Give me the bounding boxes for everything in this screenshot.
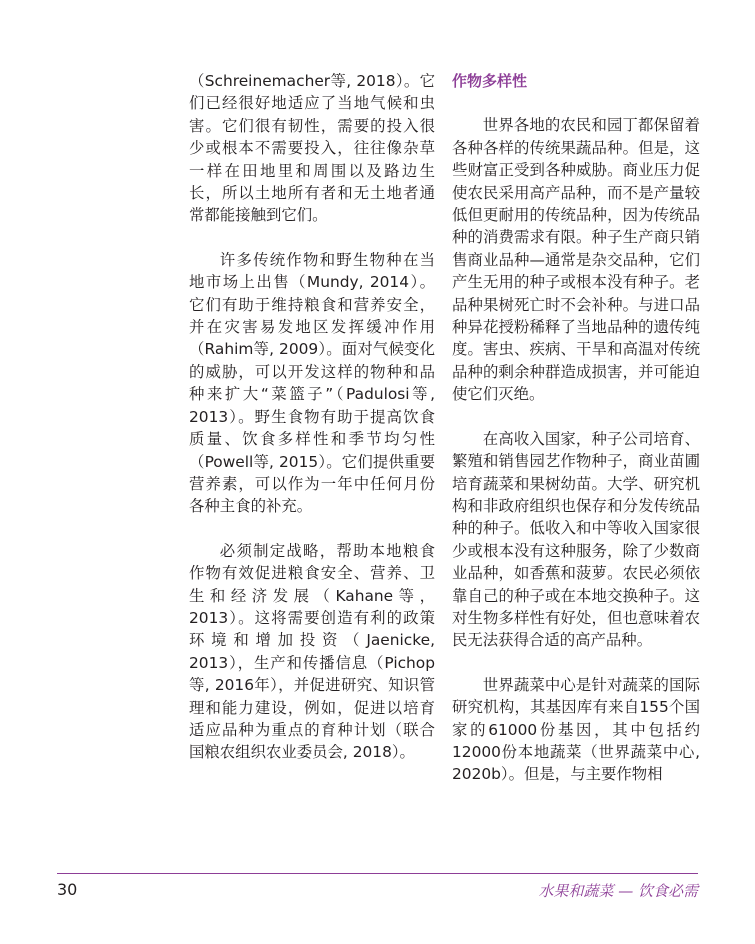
left-paragraph-1: （Schreinemacher等, 2018）。它们已经很好地适应了当地气候和虫害。它们很有韧性，需要的投入很少或根本不需要投入，往往像杂草一样在田地里和周围以及路边生长，所以土地所有者和无土地者通常都能接触到它们。: [189, 72, 435, 225]
left-column: [189, 70, 435, 786]
left-paragraph-2: 许多传统作物和野生物种在当地市场上出售（Mundy, 2014）。它们有助于维持粮食和营养安全，并在灾害易发地区发挥缓冲作用（Rahim等, 2009）。面对气候变化的威胁，可以开发这样的物种和品种来扩大“菜篮子”（Padulosi等, 2013）。野生食物有助于提高饮食质量、饮食多样性和季节均匀性（Powell等, 2015）。它们提供重要营养素，可以作为一年中任何月份各种主食的补充。: [189, 250, 435, 516]
footer-divider: [57, 873, 698, 874]
right-paragraph-3: 世界蔬菜中心是针对蔬菜的国际研究机构，其基因库有来自155个国家的61000份基因，其中包括约12000份本地蔬菜（世界蔬菜中心, 2020b）。但是，与主要作物相: [452, 675, 700, 784]
left-paragraph-3: 必须制定战略，帮助本地粮食作物有效促进粮食安全、营养、卫生和经济发展（Kahane等，2013）。这将需要创造有利的政策环境和增加投资（Jaenicke, 2013），生产和传播信息（Pichop等, 2016年），并促进研究、知识管理和能力建设，例如，促进以培育适应品种为重点的育种计划（联合国粮农组织农业委员会, 2018）。: [189, 541, 435, 762]
right-column: [452, 70, 700, 808]
right-paragraph-2: 在高收入国家，种子公司培育、繁殖和销售园艺作物种子，商业苗圃培育蔬菜和果树幼苗。大学、研究机构和非政府组织也保存和分发传统品种的种子。低收入和中等收入国家很少或根本没有这种服务，除了少数商业品种，如香蕉和菠萝。农民必须依靠自己的种子或在本地交换种子。这对生物多样性有好处，但也意味着农民无法获得合适的高产品种。: [452, 429, 700, 650]
right-paragraph-1: 世界各地的农民和园丁都保留着各种各样的传统果蔬品种。但是，这些财富正受到各种威胁。商业压力促使农民采用高产品种，而不是产量较低但更耐用的传统品种，因为传统品种的消费需求有限。种子生产商只销售商业品种—通常是杂交品种，它们产生无用的种子或根本没有种子。老品种果树死亡时不会补种。与进口品种异花授粉稀释了当地品种的遗传纯度。害虫、疾病、干旱和高温对传统品种的剩余种群造成损害，并可能迫使它们灭绝。: [452, 116, 700, 404]
section-heading: 作物多样性: [452, 72, 528, 90]
page-number: 30: [57, 880, 78, 899]
running-title: 水果和蔬菜 — 饮食必需: [538, 882, 698, 900]
